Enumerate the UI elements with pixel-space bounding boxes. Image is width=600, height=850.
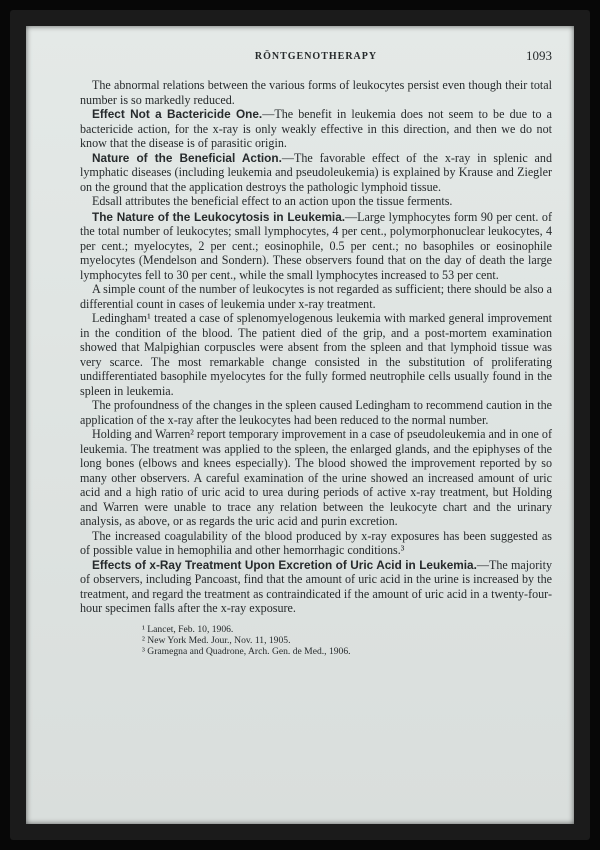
paragraph <box>80 311 552 398</box>
footnote: ³ Gramegna and Quadrone, Arch. Gen. de Med., 1906. <box>142 645 351 657</box>
page-body <box>80 78 552 616</box>
running-title: RÖNTGENOTHERAPY <box>254 51 378 62</box>
paragraph-text: The abnormal relations between the various forms of leukocytes persist even though their total number is so markedly reduced. <box>80 78 552 107</box>
paragraph <box>80 107 552 151</box>
paragraph-text: A simple count of the number of leukocytes is not regarded as sufficient; there should be also a differential count in cases of leukemia under x-ray treatment. <box>80 282 552 311</box>
paragraph-text: Ledingham¹ treated a case of splenomyelogenous leukemia with marked general improvement in the condition of the blood. The patient died of the grip, and a post-mortem examination showed that Malpighian corpuscles were absent from the spleen and that lymphoid tissue was very scarce. The most remarkable change consisted in the substitution of proliferating undifferentiated basophile myelocytes for the fully formed neutrophile cells usually found in the spleen in leukemia. <box>80 311 552 398</box>
paragraph-text: The increased coagulability of the blood produced by x-ray exposures has been suggested as of possible value in hemophilia and other hemorrhagic conditions.³ <box>80 528 552 557</box>
paragraph-heading: The Nature of the Leukocytosis in Leukemia. <box>92 209 346 224</box>
paragraph <box>80 282 552 311</box>
page-header <box>80 48 552 70</box>
paragraph <box>80 210 552 283</box>
paragraph-heading: Nature of the Beneficial Action. <box>92 150 282 165</box>
paragraph <box>80 78 552 107</box>
paragraph-text: Holding and Warren² report temporary improvement in a case of pseudoleukemia and in one of leukemia. The treatment was applied to the spleen, the enlarged glands, and the epiphyses of the long bones (elbows and knees especially). The blood showed the improvement reported by so many other observers. A careful examination of the urine showed an increased amount of uric acid and a high ratio of uric acid to urea during periods of active x-ray treatment, but Holding and Warren were unable to trace any relation between the leukocyte chart and the urinary analysis, as above, or as regards the uric acid and purin excretion. <box>80 427 552 528</box>
paragraph <box>80 398 552 427</box>
paragraph <box>80 427 552 529</box>
paragraph <box>80 529 552 558</box>
paragraph-text: —The majority of observers, including Pancoast, find that the amount of uric acid in the urine is increased by the treatment, and regard the treatment as contraindicated if the amount of uric acid in a twenty-four-hour specimen falls after the x-ray exposure. <box>80 557 552 615</box>
paragraph-text: —Large lymphocytes form 90 per cent. of the total number of leukocytes; small lymphocytes, 4 per cent., polymorphonuclear leukocytes, 4 per cent.; myelocytes, 2 per cent.; eosinophile, 0.5 per cent.; no basophiles or eosinophile myelocytes (Mendelson and Sondern). These observers found that on the day of death the large lymphocytes fell to 30 per cent., while the small lymphocytes increased to 53 per cent. <box>80 209 552 282</box>
paragraph <box>80 151 552 195</box>
paragraph <box>80 194 552 209</box>
footnote: ² New York Med. Jour., Nov. 11, 1905. <box>142 634 291 646</box>
page-content <box>80 48 552 657</box>
paragraph <box>80 558 552 616</box>
paragraph-text: Edsall attributes the beneficial effect to an action upon the tissue ferments. <box>92 194 453 208</box>
page-number: 1093 <box>526 48 552 63</box>
footnotes <box>80 624 552 657</box>
paragraph-heading: Effects of x-Ray Treatment Upon Excretion of Uric Acid in Leukemia. <box>92 557 477 572</box>
book-page <box>26 26 574 824</box>
paragraph-heading: Effect Not a Bactericide One. <box>92 107 263 121</box>
footnote: ¹ Lancet, Feb. 10, 1906. <box>142 623 234 635</box>
paragraph-text: The profoundness of the changes in the spleen caused Ledingham to recommend caution in the application of the x-ray after the leukocytes had been reduced to the normal number. <box>80 398 552 427</box>
paragraph-text: —The benefit in leukemia does not seem to be due to a bactericide action, for the x-ray is only weakly effective in this direction, and then we do not know that the disease is of parasitic origin. <box>80 107 552 150</box>
paragraph-text: —The favorable effect of the x-ray in splenic and lymphatic diseases (including leukemia and pseudoleukemia) is explained by Krause and Ziegler on the ground that the application destroys the pathologic lymphoid tissue. <box>80 150 552 194</box>
